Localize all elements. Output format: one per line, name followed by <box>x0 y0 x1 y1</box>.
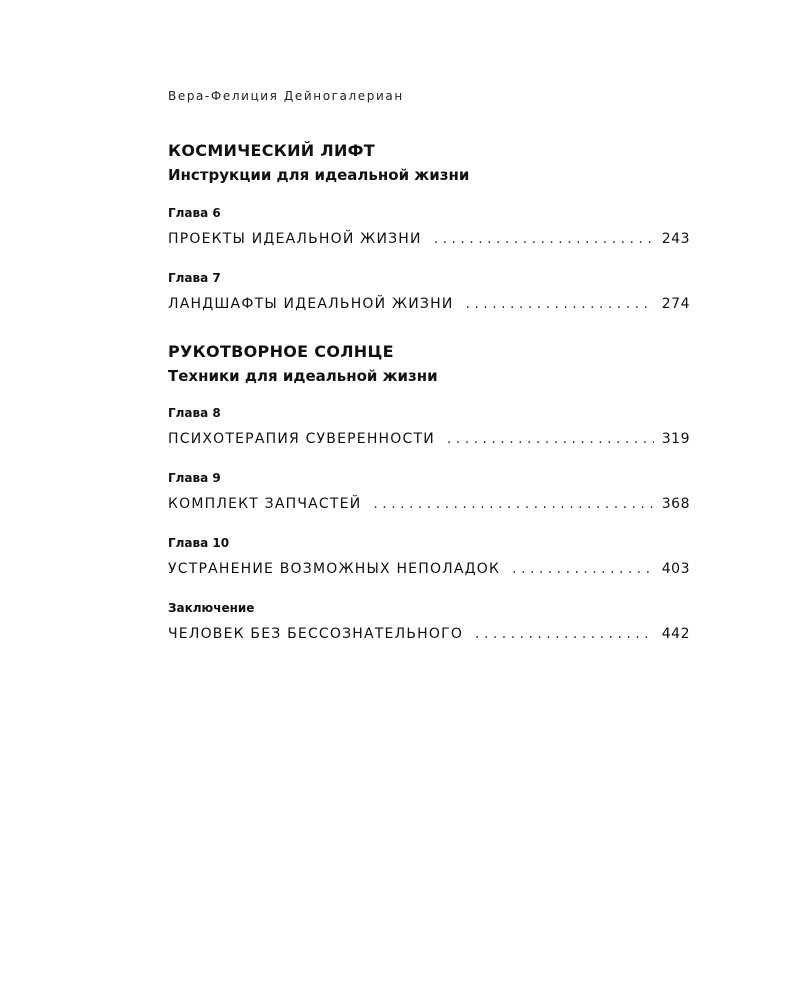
chapter-title: ЛАНДШАФТЫ ИДЕАЛЬНОЙ ЖИЗНИ <box>168 296 454 312</box>
dot-leader <box>475 624 654 644</box>
chapter-title: ЧЕЛОВЕК БЕЗ БЕССОЗНАТЕЛЬНОГО <box>168 626 464 642</box>
toc-line <box>168 494 690 514</box>
page-number: 274 <box>661 296 690 312</box>
author-name: Вера-Фелиция Дейногалериан <box>168 89 404 103</box>
chapter-label: Глава 8 <box>168 406 221 420</box>
toc-line <box>168 559 690 579</box>
toc-entry-chapter-6[interactable] <box>168 205 690 249</box>
dot-leader <box>434 229 654 249</box>
part-title: КОСМИЧЕСКИЙ ЛИФТ <box>168 141 376 160</box>
toc-entry-conclusion[interactable] <box>168 600 690 644</box>
part-heading-1 <box>168 140 690 186</box>
chapter-label: Глава 10 <box>168 536 230 550</box>
dot-leader <box>512 559 654 579</box>
chapter-title: УСТРАНЕНИЕ ВОЗМОЖНЫХ НЕПОЛАДОК <box>168 561 501 577</box>
chapter-title: ПРОЕКТЫ ИДЕАЛЬНОЙ ЖИЗНИ <box>168 231 422 247</box>
dot-leader <box>373 494 653 514</box>
toc-entry-chapter-7[interactable] <box>168 270 690 314</box>
part-heading-2 <box>168 341 690 387</box>
chapter-label: Глава 9 <box>168 471 221 485</box>
page-number: 368 <box>661 496 690 512</box>
toc-line <box>168 429 690 449</box>
toc-entry-chapter-8[interactable] <box>168 405 690 449</box>
part-subtitle: Техники для идеальной жизни <box>168 367 438 385</box>
page-number: 403 <box>661 561 690 577</box>
toc-line <box>168 229 690 249</box>
chapter-label: Глава 6 <box>168 206 221 220</box>
page-number: 319 <box>661 431 690 447</box>
part-title: РУКОТВОРНОЕ СОЛНЦЕ <box>168 342 394 361</box>
chapter-title: КОМПЛЕКТ ЗАПЧАСТЕЙ <box>168 496 362 512</box>
toc-line <box>168 294 690 314</box>
dot-leader <box>447 429 654 449</box>
chapter-label: Заключение <box>168 601 255 615</box>
part-subtitle: Инструкции для идеальной жизни <box>168 166 470 184</box>
page-number: 243 <box>661 231 690 247</box>
toc-entry-chapter-9[interactable] <box>168 470 690 514</box>
chapter-label: Глава 7 <box>168 271 221 285</box>
toc-line <box>168 624 690 644</box>
toc-entry-chapter-10[interactable] <box>168 535 690 579</box>
dot-leader <box>466 294 654 314</box>
page-number: 442 <box>661 626 690 642</box>
chapter-title: ПСИХОТЕРАПИЯ СУВЕРЕННОСТИ <box>168 431 435 447</box>
